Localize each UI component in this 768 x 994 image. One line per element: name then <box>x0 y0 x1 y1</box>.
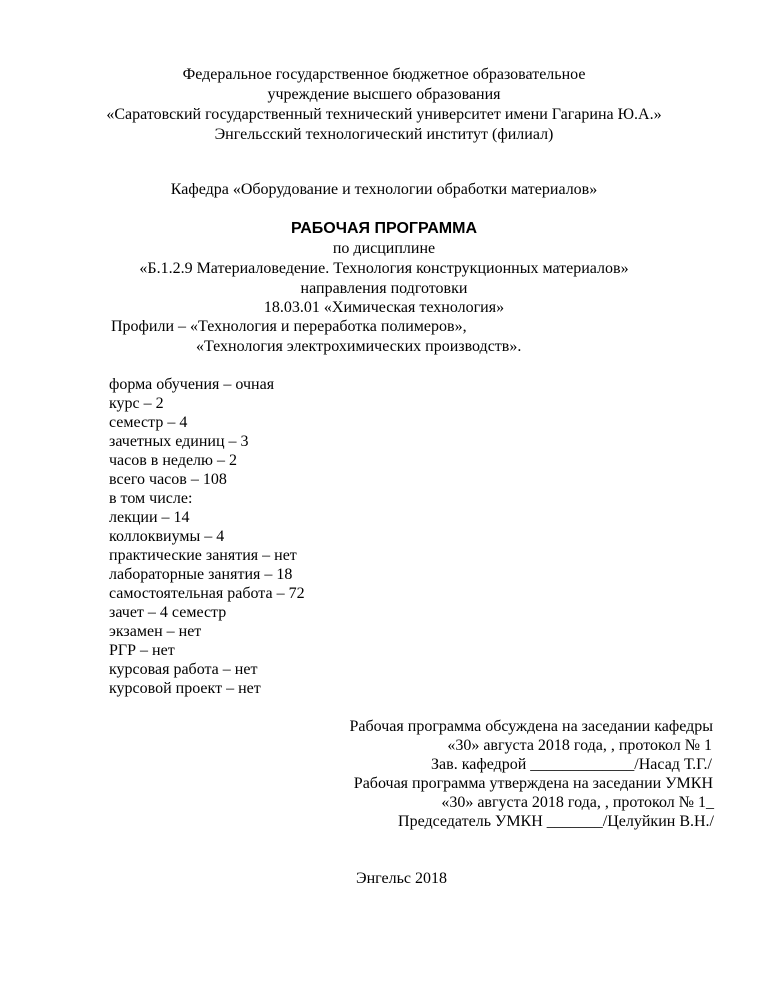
detail-course-project: курсовой проект – нет <box>109 680 261 697</box>
detail-hours-total: всего часов – 108 <box>109 471 227 488</box>
detail-credits: зачетных единиц – 3 <box>109 433 249 450</box>
approval-line-2: «30» августа 2018 года, , протокол № 1 <box>447 737 712 754</box>
direction-label: направления подготовки <box>300 280 468 297</box>
detail-practical: практические занятия – нет <box>109 547 297 564</box>
detail-self-study: самостоятельная работа – 72 <box>109 585 305 602</box>
detail-exam: экзамен – нет <box>109 623 202 640</box>
department-name: Кафедра «Оборудование и технологии обработки материалов» <box>170 181 598 198</box>
approval-line-5: «30» августа 2018 года, , протокол № 1_ <box>441 794 714 811</box>
detail-rgr: РГР – нет <box>109 642 175 659</box>
approval-line-1: Рабочая программа обсуждена на заседании кафедры <box>349 718 713 735</box>
profile-line-1: Профили – «Технология и переработка полимеров», <box>111 318 467 335</box>
by-discipline: по дисциплине <box>332 240 436 257</box>
header-line-4: Энгельсский технологический институт (филиал) <box>214 126 554 143</box>
approval-line-4: Рабочая программа утверждена на заседании УМКН <box>353 775 713 792</box>
detail-hours-week: часов в неделю – 2 <box>109 452 237 469</box>
approval-line-3: Зав. кафедрой _____________/Насад Т.Г./ <box>431 756 712 773</box>
detail-study-form: форма обучения – очная <box>109 376 275 393</box>
header-line-2: учреждение высшего образования <box>267 86 501 103</box>
detail-lectures: лекции – 14 <box>109 509 190 526</box>
direction-name: 18.03.01 «Химическая технология» <box>263 299 505 316</box>
detail-including: в том числе: <box>109 490 193 507</box>
detail-course: курс – 2 <box>109 395 164 412</box>
detail-credit-test: зачет – 4 семестр <box>109 604 227 621</box>
detail-coursework: курсовая работа – нет <box>109 661 258 678</box>
document-title: РАБОЧАЯ ПРОГРАММА <box>290 220 477 237</box>
discipline-name: «Б.1.2.9 Материаловедение. Технология конструкционных материалов» <box>139 260 629 277</box>
footer-city-year: Энгельс 2018 <box>356 870 447 887</box>
profile-line-2: «Технология электрохимических производств». <box>196 338 522 355</box>
header-line-1: Федеральное государственное бюджетное образовательное <box>182 66 586 83</box>
approval-line-6: Председатель УМКН _______/Целуйкин В.Н./ <box>398 813 714 830</box>
detail-semester: семестр – 4 <box>109 414 188 431</box>
header-line-3: «Саратовский государственный технический университет имени Гагарина Ю.А.» <box>106 106 662 123</box>
detail-lab: лабораторные занятия – 18 <box>109 566 293 583</box>
detail-colloquia: коллоквиумы – 4 <box>109 528 225 545</box>
